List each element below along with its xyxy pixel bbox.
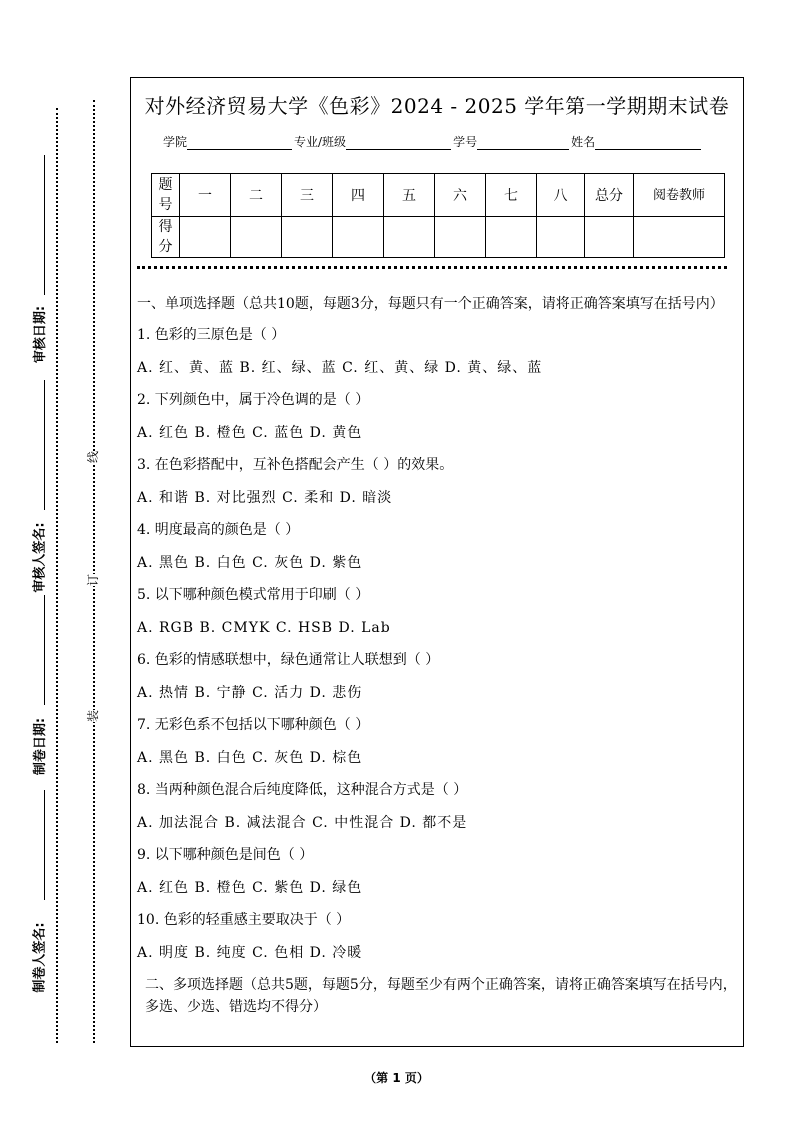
- col-header: 二: [231, 174, 282, 217]
- score-cell-grader[interactable]: [634, 217, 725, 258]
- score-cell-total[interactable]: [585, 217, 634, 258]
- make-date-label: 制卷日期:: [33, 717, 49, 776]
- question-text: 7. 无彩色系不包括以下哪种颜色（ ）: [137, 717, 370, 733]
- col-header-grader: 阅卷教师: [634, 174, 725, 217]
- question-text: 6. 色彩的情感联想中，绿色通常让人联想到（ ）: [137, 652, 440, 668]
- score-table-header-row: [152, 174, 725, 217]
- name-field[interactable]: [595, 137, 701, 150]
- score-cell[interactable]: [180, 217, 231, 258]
- score-cell[interactable]: [384, 217, 435, 258]
- name-label: 姓名: [571, 135, 596, 149]
- section1-heading: 一、单项选择题（总共10题，每题3分，每题只有一个正确答案，请将正确答案填写在括号内）: [137, 296, 724, 312]
- header-divider: [137, 266, 727, 269]
- score-cell[interactable]: [282, 217, 333, 258]
- score-cell[interactable]: [537, 217, 585, 258]
- page-number: （第 1 页）: [364, 1071, 429, 1085]
- section2-heading: 二、多项选择题（总共5题，每题5分，每题至少有两个正确答案，请将正确答案填写在括号内，多选、少选、错选均不得分）: [145, 977, 737, 1015]
- make-date-line: [44, 595, 45, 705]
- exam-title: 对外经济贸易大学《色彩》2024 - 2025 学年第一学期期末试卷: [144, 94, 730, 118]
- col-header: 七: [486, 174, 537, 217]
- question-options: A. 黑色 B. 白色 C. 灰色 D. 棕色: [137, 750, 363, 766]
- score-cell[interactable]: [435, 217, 486, 258]
- binding-char-ding: 订: [86, 573, 101, 587]
- col-header: 三: [282, 174, 333, 217]
- question-options: A. 和谐 B. 对比强烈 C. 柔和 D. 暗淡: [137, 490, 393, 506]
- col-header: 四: [333, 174, 384, 217]
- major-field[interactable]: [346, 137, 451, 150]
- maker-sign-line: [44, 790, 45, 900]
- col-header: 五: [384, 174, 435, 217]
- question-options: A. 热情 B. 宁静 C. 活力 D. 悲伤: [137, 685, 363, 701]
- score-cell[interactable]: [333, 217, 384, 258]
- binding-dotted-line-outer: [56, 108, 58, 1043]
- question-text: 2. 下列颜色中，属于冷色调的是（ ）: [137, 392, 370, 408]
- question-options: A. RGB B. CMYK C. HSB D. Lab: [137, 620, 391, 636]
- col-header-total: 总分: [585, 174, 634, 217]
- question-text: 8. 当两种颜色混合后纯度降低，这种混合方式是（ ）: [137, 782, 468, 798]
- reviewer-sign-label: 审核人签名:: [32, 522, 48, 593]
- question-options: A. 红色 B. 橙色 C. 蓝色 D. 黄色: [137, 425, 363, 441]
- score-table-score-row: [152, 217, 725, 258]
- col-header: 八: [537, 174, 585, 217]
- question-options: A. 黑色 B. 白色 C. 灰色 D. 紫色: [137, 555, 363, 571]
- score-table: [151, 173, 725, 258]
- question-options: A. 加法混合 B. 减法混合 C. 中性混合 D. 都不是: [137, 815, 468, 831]
- student-id-label: 学号: [453, 135, 478, 149]
- reviewer-sign-line: [44, 380, 45, 510]
- question-text: 3. 在色彩搭配中，互补色搭配会产生（ ）的效果。: [137, 457, 454, 473]
- question-text: 9. 以下哪种颜色是间色（ ）: [137, 847, 314, 863]
- question-text: 10. 色彩的轻重感主要取决于（ ）: [137, 912, 351, 928]
- binding-char-line: 线: [86, 450, 101, 464]
- question-text: 4. 明度最高的颜色是（ ）: [137, 522, 300, 538]
- question-options: A. 明度 B. 纯度 C. 色相 D. 冷暖: [137, 945, 363, 961]
- col-header: 六: [435, 174, 486, 217]
- row-label-question-no: 题号: [152, 174, 180, 217]
- question-options: A. 红色 B. 橙色 C. 紫色 D. 绿色: [137, 880, 363, 896]
- score-cell[interactable]: [486, 217, 537, 258]
- question-content: [137, 293, 742, 1018]
- student-info-row: [163, 133, 703, 150]
- major-label: 专业/班级: [294, 135, 347, 149]
- review-date-line: [44, 155, 45, 295]
- question-options: A. 红、黄、蓝 B. 红、绿、蓝 C. 红、黄、绿 D. 黄、绿、蓝: [137, 360, 543, 376]
- review-date-label: 审核日期:: [33, 305, 49, 364]
- maker-sign-label: 制卷人签名:: [32, 922, 48, 993]
- student-id-field[interactable]: [477, 137, 569, 150]
- row-label-score: 得分: [152, 217, 180, 258]
- col-header: 一: [180, 174, 231, 217]
- college-field[interactable]: [187, 137, 292, 150]
- question-text: 1. 色彩的三原色是（ ）: [137, 327, 286, 343]
- exam-frame: [130, 77, 744, 1047]
- question-text: 5. 以下哪种颜色模式常用于印刷（ ）: [137, 587, 370, 603]
- college-label: 学院: [163, 135, 188, 149]
- binding-char-zhuang: 装: [86, 709, 101, 723]
- score-cell[interactable]: [231, 217, 282, 258]
- binding-dotted-line-inner: [93, 100, 95, 1043]
